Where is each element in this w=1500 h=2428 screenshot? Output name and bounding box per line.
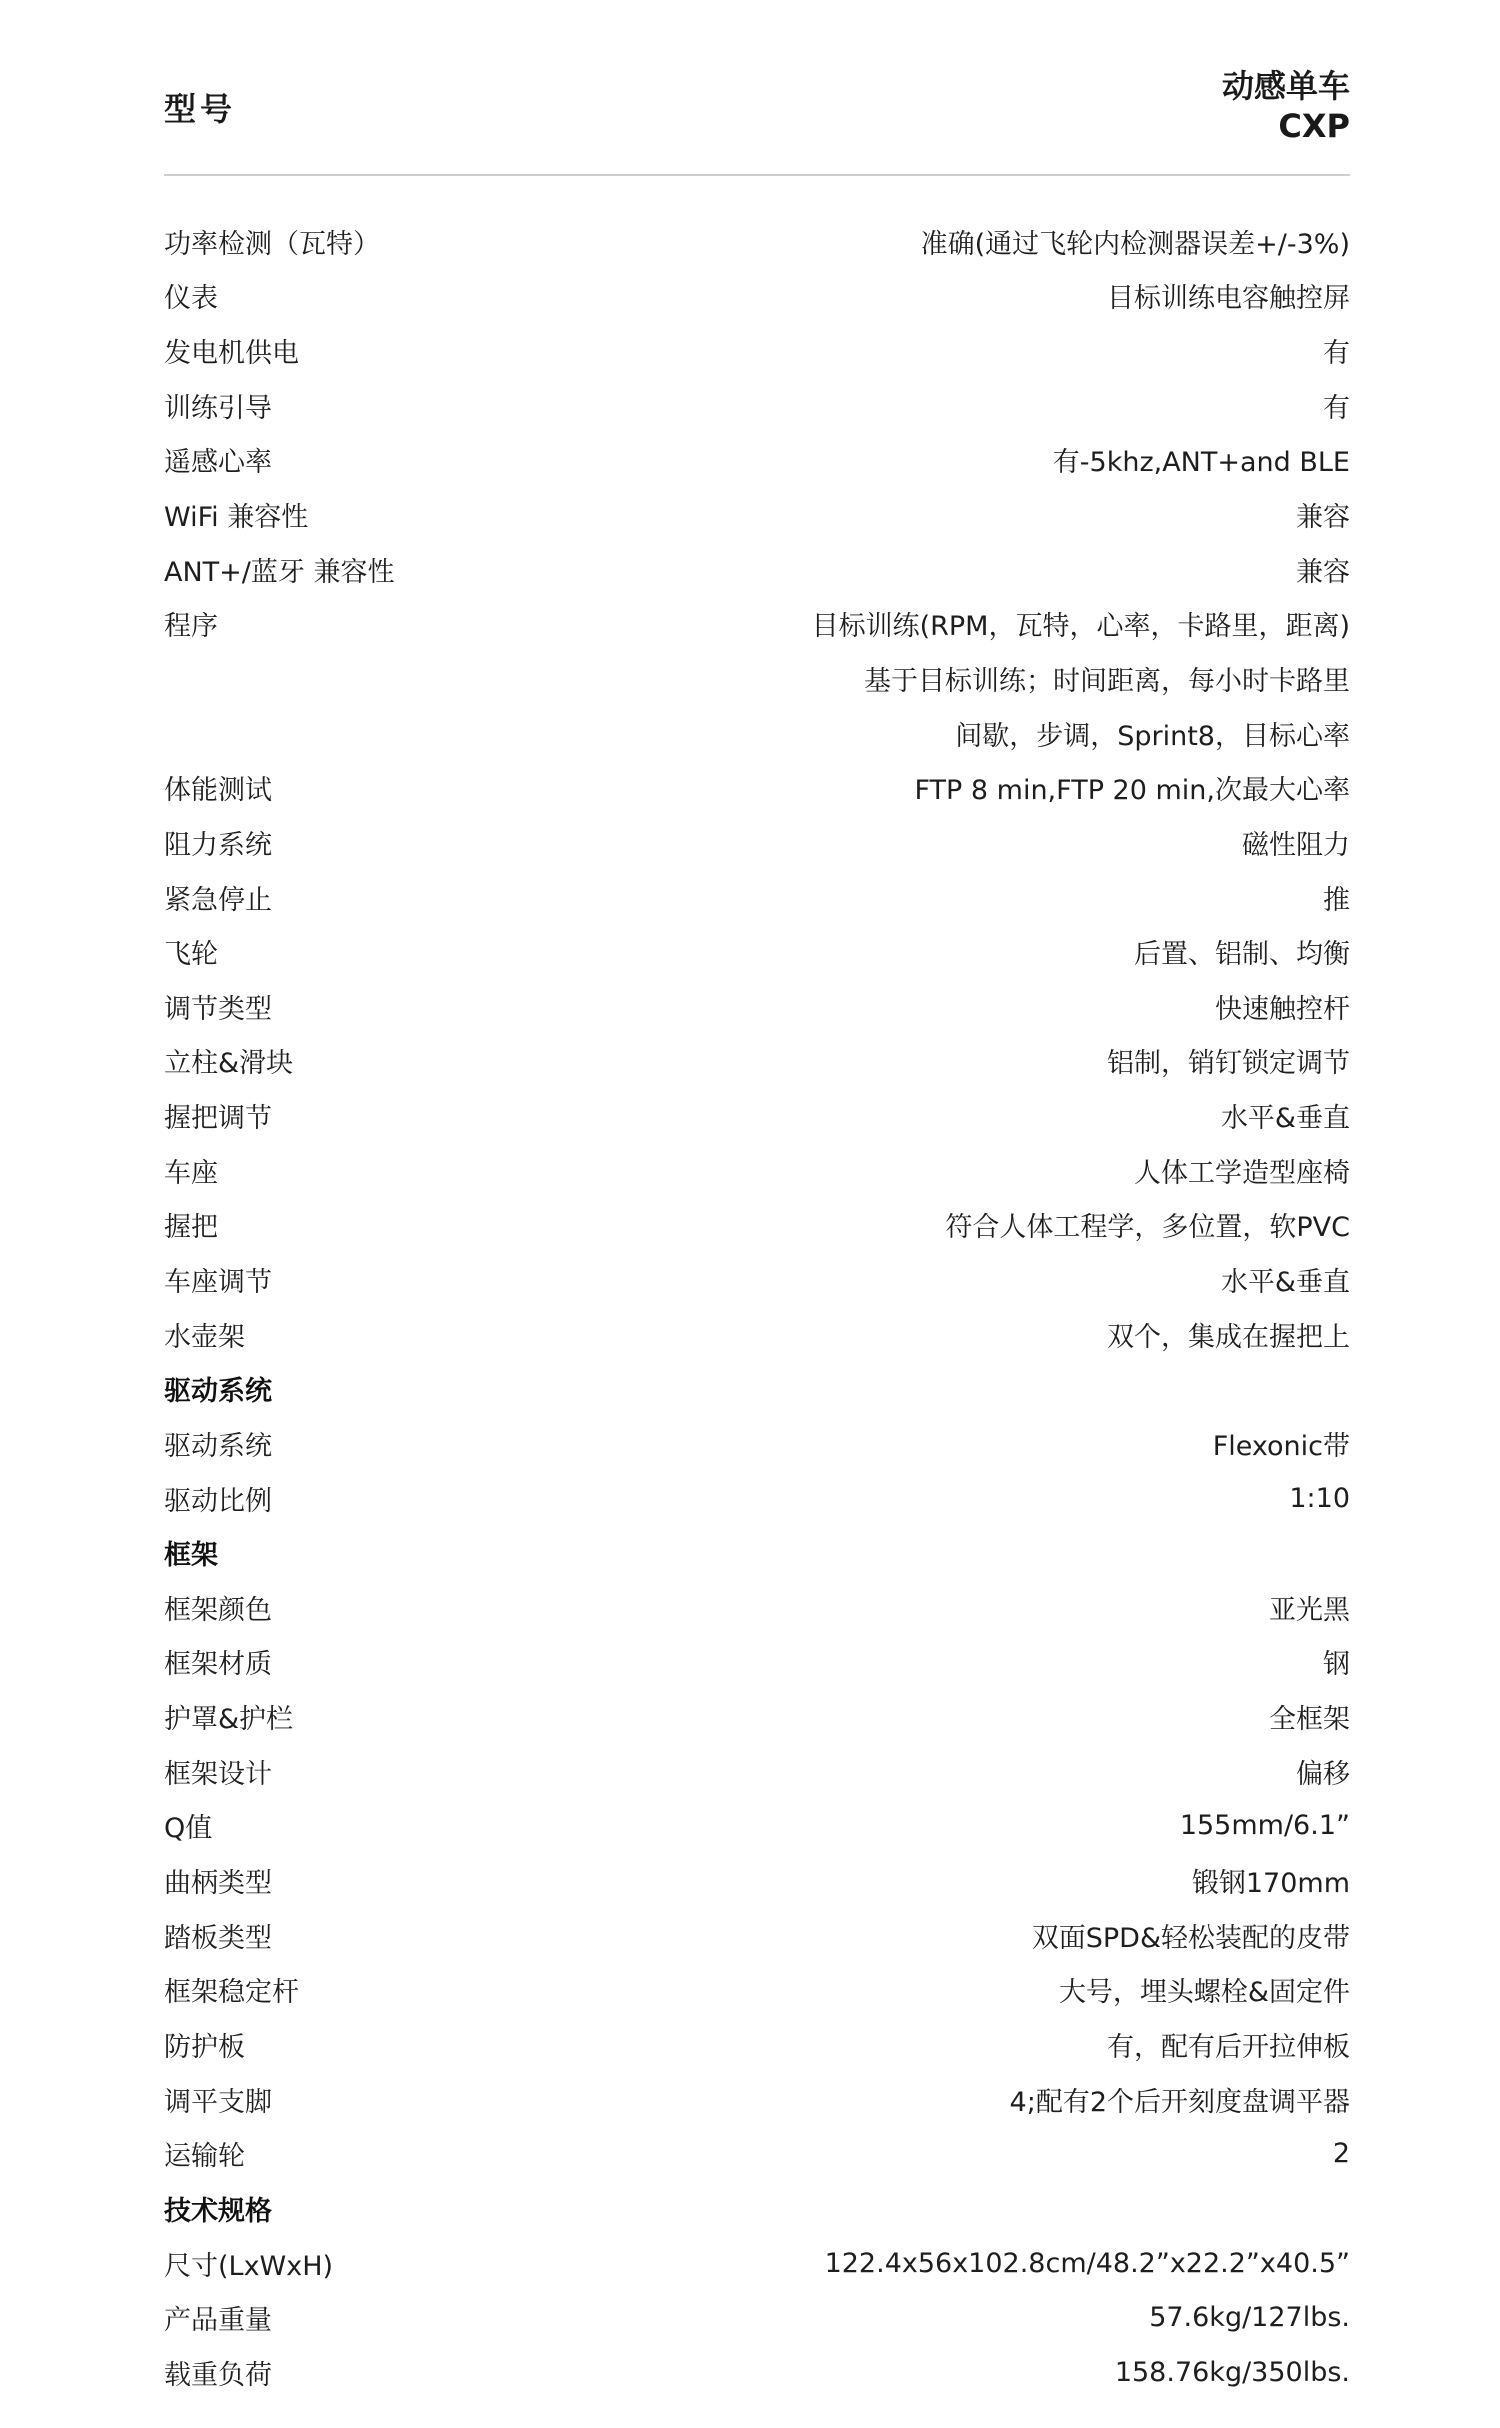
spec-label: 曲柄类型	[164, 1868, 272, 1900]
spec-row	[164, 651, 1350, 706]
spec-row	[164, 323, 1350, 378]
spec-value: 磁性阻力	[1242, 829, 1350, 861]
section-heading-row	[164, 2181, 1350, 2236]
spec-row	[164, 2290, 1350, 2345]
spec-label: WiFi 兼容性	[164, 502, 309, 534]
spec-row	[164, 1635, 1350, 1690]
spec-row	[164, 870, 1350, 925]
spec-label: 握把调节	[164, 1103, 272, 1135]
spec-row	[164, 378, 1350, 433]
spec-value: 有-5khz,ANT+and BLE	[1052, 447, 1350, 479]
spec-label: 仪表	[164, 283, 218, 315]
spec-row	[164, 1034, 1350, 1089]
spec-label: 护罩&护栏	[164, 1704, 294, 1736]
spec-row	[164, 2236, 1350, 2291]
spec-value: 准确(通过飞轮内检测器误差+/-3%)	[920, 228, 1350, 260]
spec-label: 产品重量	[164, 2305, 272, 2337]
spec-label: 驱动系统	[164, 1430, 272, 1462]
spec-row	[164, 706, 1350, 761]
spec-value: 目标训练(RPM，瓦特，心率，卡路里，距离)	[811, 611, 1350, 643]
spec-value: 兼容	[1296, 502, 1350, 534]
spec-label: 调节类型	[164, 993, 272, 1025]
spec-label: 体能测试	[164, 775, 272, 807]
spec-row	[164, 2126, 1350, 2181]
spec-row	[164, 2017, 1350, 2072]
spec-value: 2	[1332, 2138, 1350, 2170]
spec-row	[164, 1744, 1350, 1799]
spec-label: 框架材质	[164, 1649, 272, 1681]
spec-header	[164, 62, 1350, 176]
spec-value: 锻钢170mm	[1191, 1868, 1350, 1900]
spec-row	[164, 924, 1350, 979]
spec-row	[164, 1471, 1350, 1526]
spec-row	[164, 815, 1350, 870]
spec-value: 人体工学造型座椅	[1134, 1157, 1350, 1189]
spec-label: ANT+/蓝牙 兼容性	[164, 556, 395, 588]
spec-row	[164, 1908, 1350, 1963]
spec-label: 紧急停止	[164, 884, 272, 916]
spec-label: 驱动比例	[164, 1485, 272, 1517]
spec-value: 有	[1323, 338, 1350, 370]
spec-label: 防护板	[164, 2031, 245, 2063]
spec-label: 框架设计	[164, 1758, 272, 1790]
spec-value: 目标训练电容触控屏	[1107, 283, 1350, 315]
spec-label: 训练引导	[164, 392, 272, 424]
spec-row	[164, 1689, 1350, 1744]
spec-value: 钢	[1323, 1649, 1350, 1681]
spec-value: 基于目标训练；时间距离，每小时卡路里	[864, 665, 1350, 697]
spec-row	[164, 1416, 1350, 1471]
spec-value: 122.4x56x102.8cm/48.2”x22.2”x40.5”	[824, 2247, 1350, 2279]
spec-label: 水壶架	[164, 1321, 245, 1353]
spec-value: 兼容	[1296, 556, 1350, 588]
spec-label: 框架稳定杆	[164, 1977, 299, 2009]
spec-label: 发电机供电	[164, 338, 299, 370]
spec-value: 有，配有后开拉伸板	[1107, 2031, 1350, 2063]
spec-value: 57.6kg/127lbs.	[1149, 2302, 1350, 2334]
spec-value: 偏移	[1296, 1758, 1350, 1790]
spec-value: 符合人体工程学，多位置，软PVC	[945, 1212, 1350, 1244]
spec-row	[164, 1252, 1350, 1307]
section-heading: 框架	[164, 1540, 218, 1572]
spec-value: 快速触控杆	[1215, 993, 1350, 1025]
section-heading-row	[164, 1361, 1350, 1416]
spec-row	[164, 487, 1350, 542]
spec-row	[164, 433, 1350, 488]
spec-label: 车座	[164, 1157, 218, 1189]
spec-value: 推	[1323, 884, 1350, 916]
spec-label: 踏板类型	[164, 1922, 272, 1954]
spec-value: Flexonic带	[1212, 1430, 1350, 1462]
spec-value: 4;配有2个后开刻度盘调平器	[1009, 2086, 1350, 2118]
spec-value: 亚光黑	[1269, 1594, 1350, 1626]
spec-row	[164, 2072, 1350, 2127]
product-code: CXP	[1278, 107, 1350, 145]
spec-value: 全框架	[1269, 1704, 1350, 1736]
spec-label: 遥感心率	[164, 447, 272, 479]
spec-label: 运输轮	[164, 2141, 245, 2173]
spec-label: 立柱&滑块	[164, 1048, 294, 1080]
spec-value: 双个，集成在握把上	[1107, 1321, 1350, 1353]
spec-value: FTP 8 min,FTP 20 min,次最大心率	[914, 775, 1350, 807]
spec-label: 功率检测（瓦特）	[164, 228, 380, 260]
spec-label: 载重负荷	[164, 2359, 272, 2391]
spec-value: 间歇，步调，Sprint8，目标心率	[955, 720, 1350, 752]
section-heading: 驱动系统	[164, 1376, 272, 1408]
product-title	[1222, 66, 1350, 146]
spec-row	[164, 1307, 1350, 1362]
spec-row	[164, 269, 1350, 324]
model-label: 型号	[164, 90, 237, 128]
spec-row	[164, 760, 1350, 815]
spec-label: 程序	[164, 611, 218, 643]
spec-value: 铝制，销钉锁定调节	[1107, 1048, 1350, 1080]
spec-row	[164, 1963, 1350, 2018]
spec-label: Q值	[164, 1813, 213, 1845]
spec-row	[164, 214, 1350, 269]
spec-label: 车座调节	[164, 1266, 272, 1298]
section-heading: 技术规格	[164, 2195, 272, 2227]
spec-row	[164, 1143, 1350, 1198]
product-name: 动感单车	[1221, 67, 1350, 105]
spec-row	[164, 2345, 1350, 2400]
spec-row	[164, 1580, 1350, 1635]
spec-label: 阻力系统	[164, 829, 272, 861]
spec-row	[164, 1198, 1350, 1253]
spec-value: 大号，埋头螺栓&固定件	[1058, 1977, 1350, 2009]
spec-value: 双面SPD&轻松装配的皮带	[1031, 1922, 1350, 1954]
spec-row	[164, 979, 1350, 1034]
spec-table	[164, 214, 1350, 2400]
spec-value: 后置、铝制、均衡	[1134, 939, 1350, 971]
spec-label: 尺寸(LxWxH)	[164, 2250, 334, 2282]
spec-value: 1:10	[1289, 1482, 1350, 1514]
spec-label: 框架颜色	[164, 1594, 272, 1626]
spec-label: 飞轮	[164, 939, 218, 971]
spec-row	[164, 596, 1350, 651]
spec-row	[164, 1799, 1350, 1854]
spec-row	[164, 1853, 1350, 1908]
spec-value: 水平&垂直	[1220, 1266, 1350, 1298]
spec-value: 155mm/6.1”	[1179, 1810, 1350, 1842]
spec-label: 握把	[164, 1212, 218, 1244]
spec-label: 调平支脚	[164, 2086, 272, 2118]
spec-value: 水平&垂直	[1220, 1103, 1350, 1135]
spec-value: 158.76kg/350lbs.	[1114, 2356, 1350, 2388]
section-heading-row	[164, 1525, 1350, 1580]
spec-value: 有	[1323, 392, 1350, 424]
spec-row	[164, 1088, 1350, 1143]
spec-row	[164, 542, 1350, 597]
